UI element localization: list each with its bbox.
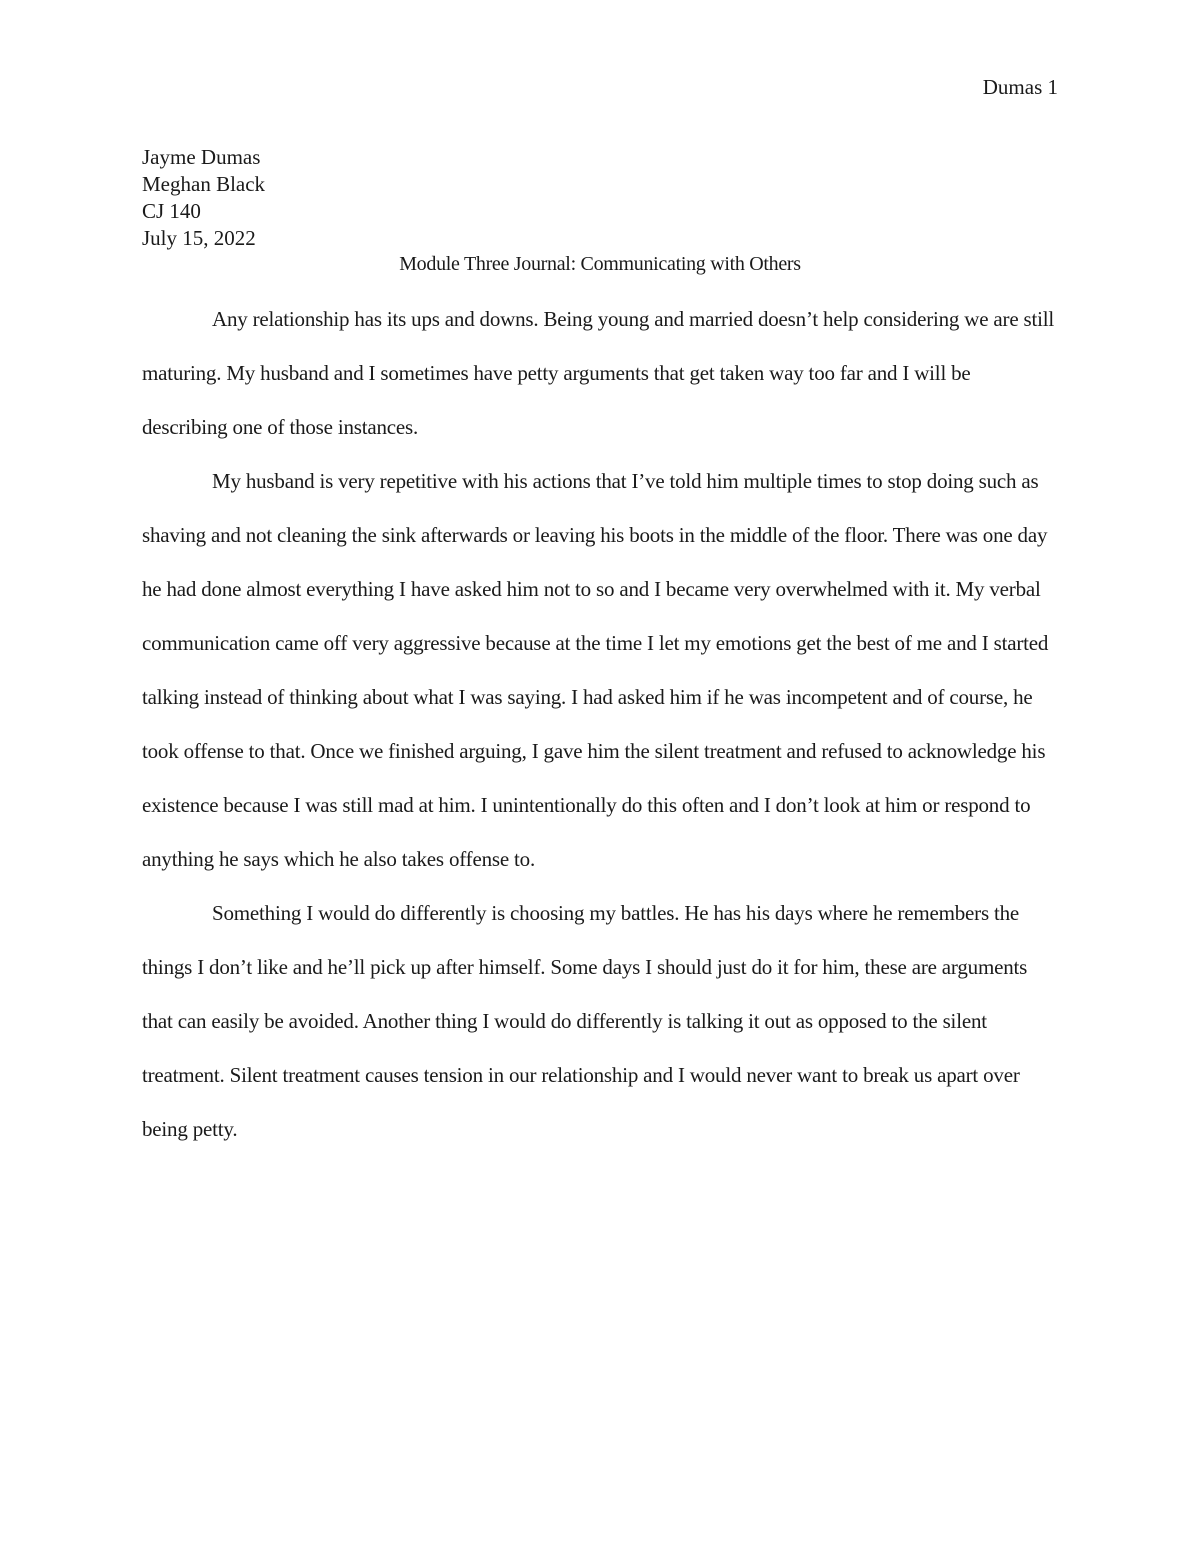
instructor-name: Meghan Black bbox=[142, 172, 266, 196]
paragraph-3: Something I would do differently is choosing my battles. He has his days where he remembers the things I don’t like and he’ll pick up after himself. Some days I should just do it for him, these are arguments that can easily be avoided. Another thing I would do differently is talking it out as opposed to the silent treatment. Silent treatment causes tension in our relationship and I would never want to break us apart over being petty. bbox=[142, 901, 1028, 1141]
paragraph-2: My husband is very repetitive with his actions that I’ve told him multiple times to stop doing such as shaving and not cleaning the sink afterwards or leaving his boots in the middle of the floor. There was one day he had done almost everything I have asked him not to so and I became very overwhelmed with it. My verbal communication came off very aggressive because at the time I let my emotions get the best of me and I started talking instead of thinking about what I was saying. I had asked him if he was incompetent and of course, he took offense to that. Once we finished arguing, I gave him the silent treatment and refused to acknowledge his existence because I was still mad at him. I unintentionally do this often and I don’t look at him or respond to anything he says which he also takes offense to. bbox=[142, 469, 1049, 871]
document-title: Module Three Journal: Communicating with Others bbox=[399, 253, 801, 275]
submission-date: July 15, 2022 bbox=[142, 226, 256, 250]
running-head: Dumas 1 bbox=[982, 75, 1058, 99]
mla-heading bbox=[142, 144, 265, 252]
document-body bbox=[142, 292, 1060, 1156]
course-code: CJ 140 bbox=[142, 199, 201, 223]
student-name: Jayme Dumas bbox=[142, 145, 261, 169]
paragraph-1: Any relationship has its ups and downs. Being young and married doesn’t help considering we are still maturing. My husband and I sometimes have petty arguments that get taken way too far and I will be describing one of those instances. bbox=[142, 307, 1055, 439]
